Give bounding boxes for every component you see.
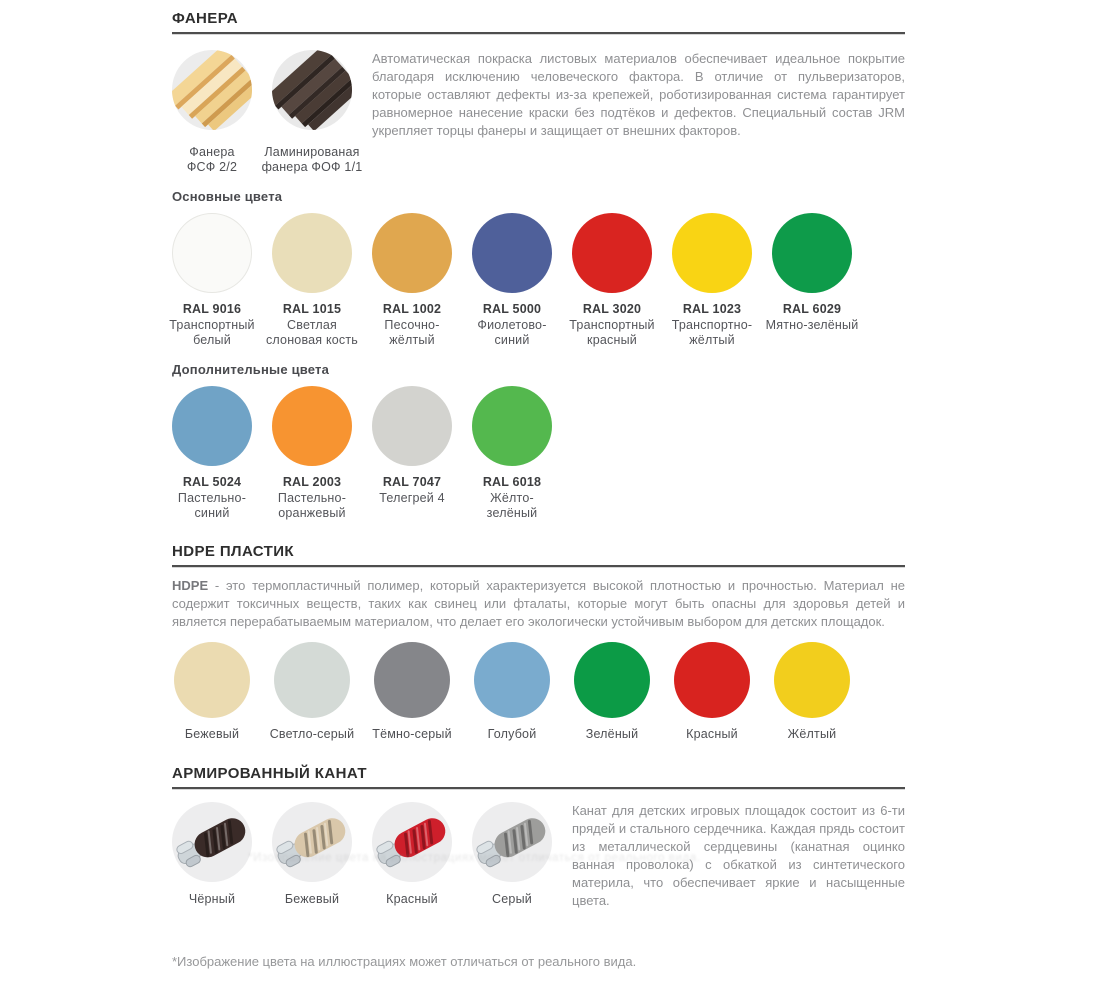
hdpe-swatch: [269, 642, 355, 741]
color-circle: [374, 642, 450, 718]
section-divider: [172, 32, 905, 35]
ral-swatch: [569, 213, 655, 348]
color-circle: [272, 386, 352, 466]
ral-swatch: [272, 386, 352, 521]
color-name: Мятно-зелёный: [765, 318, 859, 332]
color-name: Песочно- жёлтый: [384, 318, 440, 347]
color-name: Телегрей 4: [379, 491, 445, 505]
hdpe-description-lead: HDPE: [172, 578, 209, 593]
ral-code: RAL 5000: [482, 302, 542, 316]
rope-photo-icon: [272, 802, 352, 882]
hdpe-description: HDPE - это термопластичный полимер, который характеризуется высокой плотностью и прочностью. Материал не содержит токсичных веществ, таких как свинец или фталаты, которые могут быть опасны для здоровья детей и является перерабатываемым материалом, что делает его экологически устойчивым выбором для детских площадок.: [172, 578, 905, 629]
ral-swatch: [472, 213, 552, 348]
ral-swatch: [372, 386, 452, 521]
ral-swatch: [372, 213, 452, 348]
color-name: Транспортный белый: [169, 318, 255, 347]
ral-code: RAL 1023: [682, 302, 742, 316]
hdpe-swatch: [772, 642, 852, 741]
ral-code: RAL 1015: [282, 302, 342, 316]
rope-sample: [172, 802, 252, 910]
section-title-plywood: ФАНЕРА: [172, 10, 239, 27]
color-circle: [574, 642, 650, 718]
main-colors-heading: Основные цвета: [172, 189, 283, 204]
laminated-plywood-photo-icon: [272, 117, 352, 134]
color-circle: [372, 213, 452, 293]
color-circle: [472, 213, 552, 293]
ral-code: RAL 7047: [382, 475, 442, 489]
color-name: Светло-серый: [269, 727, 355, 741]
ral-code: RAL 1002: [382, 302, 442, 316]
ral-swatch: [672, 213, 752, 348]
hdpe-swatch: [372, 642, 452, 741]
rope-photo-icon: [372, 802, 452, 882]
plywood-sample: [172, 50, 252, 175]
footnote: *Изображение цвета на иллюстрациях может отличаться от реального вида.: [172, 954, 637, 969]
rope-description: Канат для детских игровых площадок состоит из 6-ти прядей и стального сердечника. Каждая прядь состоит из металлической сердцевины (канатная оцинко ванная проволока) с обкаткой из синтетического материла, что обеспечивает яркие и насыщенные цвета.: [572, 803, 905, 908]
plywood-photo-icon: [172, 117, 252, 134]
ral-swatch: [765, 213, 859, 348]
page-content: [169, 0, 905, 982]
section-title-rope: АРМИРОВАННЫЙ КАНАТ: [172, 765, 367, 782]
color-name: Жёлтый: [787, 727, 837, 741]
color-circle: [274, 642, 350, 718]
color-circle: [172, 213, 252, 293]
extra-colors-heading: Дополнительные цвета: [172, 362, 330, 377]
hdpe-swatch: [172, 642, 252, 741]
plywood-sample-label: Фанера ФСФ 2/2: [186, 145, 238, 174]
laminated-plywood-sample-label: Ламинированая фанера ФОФ 1/1: [261, 145, 363, 174]
color-circle: [672, 213, 752, 293]
color-name: Пастельно- оранжевый: [277, 491, 347, 520]
hdpe-swatch: [572, 642, 652, 741]
footnote-ghost: *Изображение цвета на иллюстрациях может отличаться от реального вида.: [248, 852, 701, 864]
color-name: Транспортный красный: [569, 318, 655, 347]
color-name: Бежевый: [184, 727, 240, 741]
color-circle: [474, 642, 550, 718]
section-divider: [172, 787, 905, 790]
color-circle: [372, 386, 452, 466]
ral-code: RAL 9016: [182, 302, 242, 316]
main-colors-row: [169, 213, 905, 348]
ral-code: RAL 6029: [782, 302, 842, 316]
extra-colors-row: [172, 386, 905, 521]
color-circle: [572, 213, 652, 293]
color-circle: [674, 642, 750, 718]
color-name: Зелёный: [585, 727, 639, 741]
ral-swatch: [172, 386, 252, 521]
plywood-description: Автоматическая покраска листовых материалов обеспечивает идеальное покрытие благодаря исключению человеческого фактора. В отличие от пульверизаторов, которые оставляют дефекты из-за крепежей, роботизированная система гарантирует равномерное нанесение краски без подтёков и дефектов. Специальный состав JRM укрепляет торцы фанеры и защищает от внешних факторов.: [372, 51, 905, 138]
rope-sample-label: Красный: [386, 892, 438, 906]
color-name: Голубой: [487, 727, 537, 741]
color-circle: [172, 386, 252, 466]
ral-code: RAL 3020: [582, 302, 642, 316]
plywood-intro-row: [172, 50, 905, 175]
section-divider: [172, 565, 905, 568]
color-name: Жёлто- зелёный: [486, 491, 538, 520]
ral-code: RAL 6018: [482, 475, 542, 489]
rope-sample-label: Бежевый: [284, 892, 340, 906]
color-name: Светлая слоновая кость: [265, 318, 359, 347]
plywood-samples: [172, 50, 372, 175]
ral-swatch: [265, 213, 359, 348]
color-name: Фиолетово- синий: [477, 318, 547, 347]
color-circle: [272, 213, 352, 293]
ral-swatch: [472, 386, 552, 521]
color-circle: [472, 386, 552, 466]
hdpe-swatch: [472, 642, 552, 741]
color-circle: [174, 642, 250, 718]
rope-sample-label: Чёрный: [188, 892, 236, 906]
hdpe-swatch: [672, 642, 752, 741]
color-name: Тёмно-серый: [372, 727, 452, 741]
color-circle: [774, 642, 850, 718]
laminated-plywood-sample: [261, 50, 363, 175]
color-name: Транспортно- жёлтый: [671, 318, 753, 347]
rope-photo-icon: [472, 802, 552, 882]
hdpe-colors-row: [172, 642, 905, 741]
color-name: Красный: [686, 727, 738, 741]
section-title-hdpe: HDPE ПЛАСТИК: [172, 543, 294, 560]
rope-photo-icon: [172, 802, 252, 882]
color-circle: [772, 213, 852, 293]
ral-swatch: [169, 213, 255, 348]
ral-code: RAL 5024: [182, 475, 242, 489]
rope-sample-label: Серый: [492, 892, 532, 906]
ral-code: RAL 2003: [282, 475, 342, 489]
color-name: Пастельно- синий: [177, 491, 247, 520]
